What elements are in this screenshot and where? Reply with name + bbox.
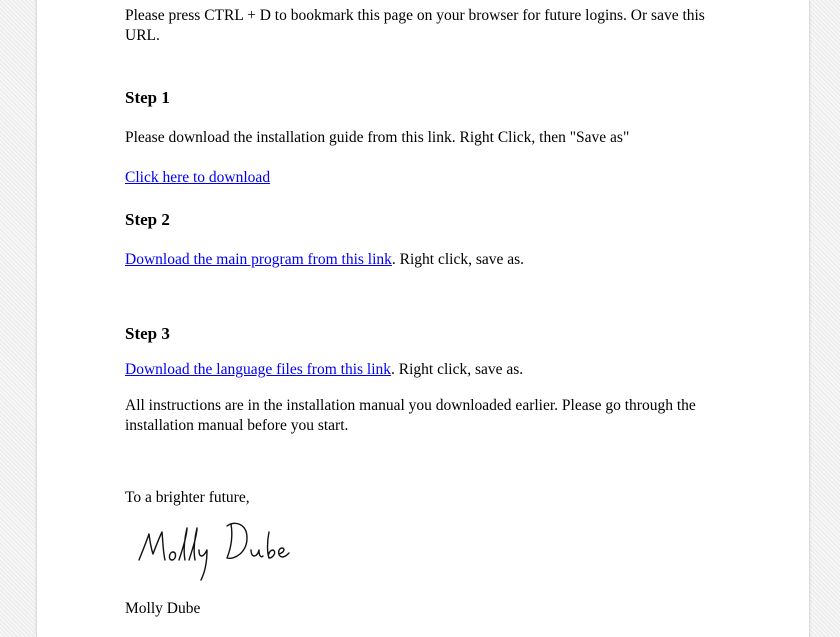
- page-background-right: [808, 0, 840, 637]
- signer-name: Molly Dube: [125, 600, 201, 617]
- step-2-suffix: . Right click, save as.: [391, 251, 525, 268]
- download-main-program-link[interactable]: Download the main program from this link: [125, 251, 392, 268]
- step-3-suffix: . Right click, save as.: [391, 361, 524, 378]
- step-1-heading: Step 1: [125, 88, 170, 107]
- step-1-text: Please download the installation guide from this link. Right Click, then "Save as": [125, 129, 630, 146]
- step-2-heading: Step 2: [125, 210, 170, 229]
- installation-manual-note: All instructions are in the installation manual you downloaded earlier. Please go through the installation manual before you start.: [125, 397, 696, 434]
- download-language-files-link[interactable]: Download the language files from this link: [125, 361, 392, 378]
- signature-image: [135, 512, 305, 582]
- step-3-text: [125, 360, 725, 380]
- download-guide-link[interactable]: Click here to download: [125, 169, 271, 186]
- step-3-heading: Step 3: [125, 324, 170, 343]
- bookmark-instructions: Please press CTRL + D to bookmark this page on your browser for future logins. Or save this URL.: [125, 7, 705, 44]
- step-1-link-paragraph: [125, 168, 725, 188]
- step-2-text: [125, 250, 725, 270]
- page-background-left: [0, 0, 36, 637]
- closing-line: To a brighter future,: [125, 489, 250, 506]
